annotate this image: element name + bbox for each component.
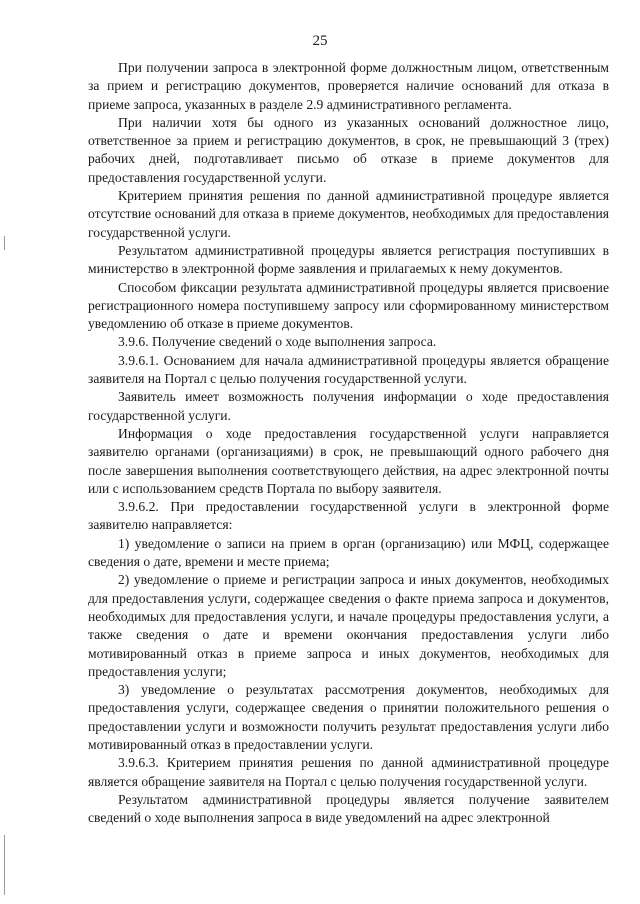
paragraph: 3.9.6.1. Основанием для начала административной процедуры является обращение заявителя на Портал с целью получения государственной услуги. xyxy=(88,352,609,387)
section-heading: 3.9.6. Получение сведений о ходе выполнения запроса. xyxy=(118,334,437,350)
paragraph: Критерием принятия решения по данной административной процедуре является отсутствие оснований для отказа в приеме документов, необходимых для предоставления государственной услуги. xyxy=(88,188,609,240)
page-number: 25 xyxy=(312,33,328,49)
list-item: 1) уведомление о записи на прием в орган (организацию) или МФЦ, содержащее сведения о дате, времени и месте приема; xyxy=(88,535,609,570)
paragraph: Информация о ходе предоставления государственной услуги направляется заявителю органами (организациями) в срок, не превышающий одного рабочего дня после завершения выполнения соответствующего действия, на адрес электронной почты или с использованием средств Портала по выбору заявителя. xyxy=(88,425,609,496)
paragraph: Результатом административной процедуры является регистрация поступивших в министерство в электронной форме заявления и прилагаемых к нему документов. xyxy=(88,242,609,277)
body-text xyxy=(88,59,609,827)
paragraph: 3.9.6.2. При предоставлении государственной услуги в электронной форме заявителю направляется: xyxy=(88,499,609,533)
paragraph: Заявитель имеет возможность получения информации о ходе предоставления государственной услуги. xyxy=(88,389,609,423)
scan-edge-mark xyxy=(4,835,5,895)
paragraph: Способом фиксации результата административной процедуры является присвоение регистрационного номера поступившему запросу или сформированному министерством уведомлению об отказе в приеме документов. xyxy=(88,279,609,332)
list-item: 2) уведомление о приеме и регистрации запроса и иных документов, необходимых для предоставления услуги, содержащее сведения о факте приема запроса и документов, необходимых для предоставления услуги, и начале процедуры предоставления услуги, а также сведения о дате и времени окончания предоставления услуги либо мотивированный отказ в приеме запроса и иных документов, необходимых для предоставления услуги; xyxy=(88,572,609,679)
paragraph: Результатом административной процедуры является получение заявителем сведений о ходе выполнения запроса в виде уведомлений на адрес электронной xyxy=(88,791,609,826)
paragraph: При наличии хотя бы одного из указанных оснований должностное лицо, ответственное за прием и регистрацию документов, в срок, не превышающий 3 (трех) рабочих дней, подготавливает письмо об отказе в приеме документов для предоставления государственной услуги. xyxy=(88,114,609,185)
paragraph: При получении запроса в электронной форме должностным лицом, ответственным за прием и регистрацию документов, проверяется наличие оснований для отказа в приеме запроса, указанных в разделе 2.9 административного регламента. xyxy=(88,60,609,112)
list-item: 3) уведомление о результатах рассмотрения документов, необходимых для предоставления услуги, содержащее сведения о принятии положительного решения о предоставлении услуги и возможности получить результат предоставления услуги либо мотивированный отказ в предоставлении услуги. xyxy=(88,682,609,752)
scan-edge-mark xyxy=(4,236,5,250)
paragraph: 3.9.6.3. Критерием принятия решения по данной административной процедуре является обращение заявителя на Портал с целью получения государственной услуги. xyxy=(88,755,609,789)
